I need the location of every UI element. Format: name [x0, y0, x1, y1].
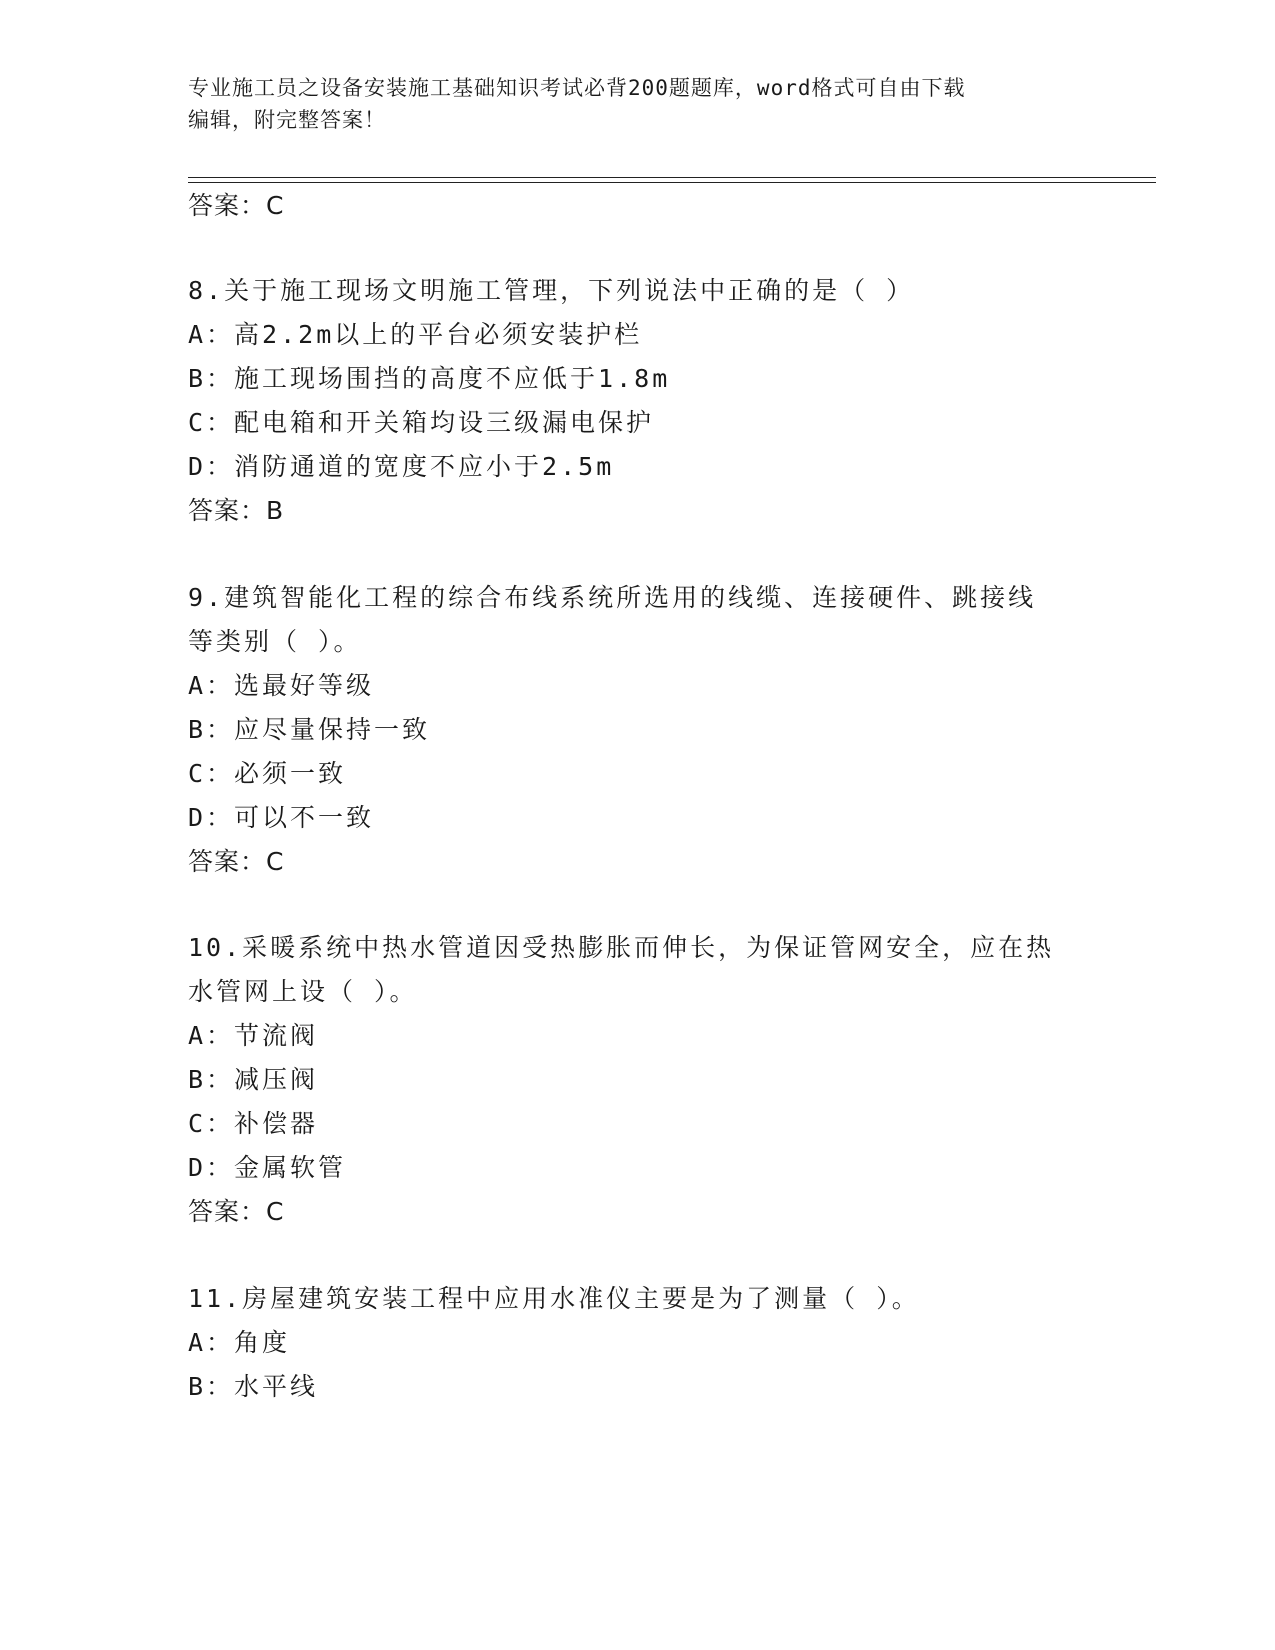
q10-answer: 答案：C	[188, 1197, 285, 1226]
q11-option-a: A：角度	[188, 1328, 291, 1357]
q10-option-b: B：减压阀	[188, 1065, 319, 1094]
q9-option-c: C：必须一致	[188, 759, 347, 788]
question-9-line2: 等类别（ ）。	[188, 627, 362, 656]
q10-option-d: D：金属软管	[188, 1153, 347, 1182]
question-10-line1: 10.采暖系统中热水管道因受热膨胀而伸长，为保证管网安全，应在热	[188, 933, 1055, 962]
q8-option-a: A：高2.2m以上的平台必须安装护栏	[188, 320, 643, 349]
q10-option-a: A：节流阀	[188, 1021, 319, 1050]
q8-answer: 答案：B	[188, 496, 285, 525]
document-header	[188, 72, 1088, 136]
question-11: 11.房屋建筑安装工程中应用水准仪主要是为了测量（ ）。	[188, 1284, 920, 1313]
question-8: 8.关于施工现场文明施工管理，下列说法中正确的是（ ）	[188, 276, 915, 305]
q8-option-c: C：配电箱和开关箱均设三级漏电保护	[188, 408, 655, 437]
q9-option-b: B：应尽量保持一致	[188, 715, 431, 744]
q10-option-c: C：补偿器	[188, 1109, 319, 1138]
previous-answer: 答案：C	[188, 191, 285, 220]
header-title-line2: 编辑，附完整答案！	[188, 108, 386, 132]
question-10-line2: 水管网上设（ ）。	[188, 977, 418, 1006]
q11-option-b: B：水平线	[188, 1372, 319, 1401]
q8-option-d: D：消防通道的宽度不应小于2.5m	[188, 452, 615, 481]
header-title-line1: 专业施工员之设备安装施工基础知识考试必背200题题库，word格式可自由下载	[188, 76, 966, 100]
header-divider-bottom	[188, 182, 1156, 183]
q9-answer: 答案：C	[188, 847, 285, 876]
question-9-line1: 9.建筑智能化工程的综合布线系统所选用的线缆、连接硬件、跳接线	[188, 583, 1037, 612]
q9-option-d: D：可以不一致	[188, 803, 375, 832]
q9-option-a: A：选最好等级	[188, 671, 375, 700]
q8-option-b: B：施工现场围挡的高度不应低于1.8m	[188, 364, 671, 393]
header-divider-top	[188, 177, 1156, 178]
